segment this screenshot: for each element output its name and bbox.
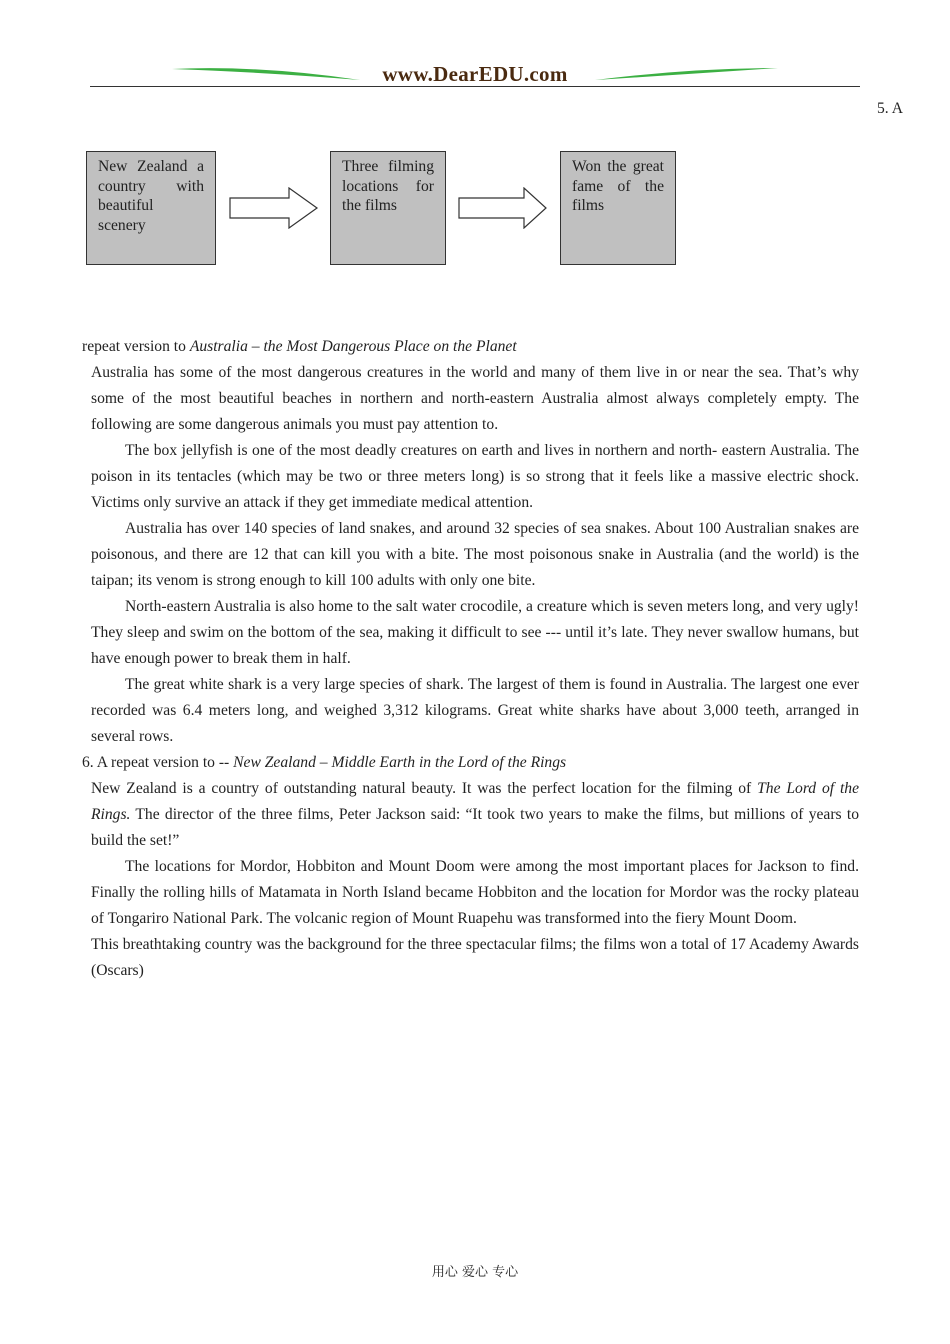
paragraph: Australia has over 140 species of land snakes, and around 32 species of sea snakes. About 100 Australian snakes are poisonous, and there are 12 that can kill you with a bite. The most poisonous snake in Australia (and the world) is the taipan; its venom is strong enough to kill 100 adults with only one bite. — [91, 520, 859, 589]
flow-box-2: Three filming locations for the films — [330, 151, 446, 265]
heading-title: New Zealand – Middle Earth in the Lord of the Rings — [233, 754, 567, 771]
section6-heading — [82, 750, 859, 776]
paragraph: The box jellyfish is one of the most deadly creatures on earth and lives in northern and north- eastern Australia. The poison in its tentacles (which may be two or three meters long) is so strong that it feels like a massive electric shock. Victims only survive an attack if they get immediate medical attention. — [91, 442, 859, 511]
header-rule — [90, 86, 860, 87]
flow-box-1: New Zealand a country with beautiful scenery — [86, 151, 216, 265]
heading-prefix: 6. A repeat version to -- — [82, 754, 234, 771]
right-arrow-icon — [229, 187, 319, 229]
paragraph: The locations for Mordor, Hobbiton and Mount Doom were among the most important places for Jackson to find. Finally the rolling hills of Matamata in North Island became Hobbiton and the location for Mordor was the rocky plateau of Tongariro National Park. The volcanic region of Mount Ruapehu was transformed into the fiery Mount Doom. — [91, 858, 859, 927]
flow-box-3: Won the great fame of the films — [560, 151, 676, 265]
paragraph: The great white shark is a very large species of shark. The largest of them is found in Australia. The largest one ever recorded was 6.4 meters long, and weighed 3,312 kilograms. Great white sharks have about 3,000 teeth, arranged in several rows. — [91, 676, 859, 745]
film-title: The Lord of the Rings. — [91, 780, 860, 823]
paragraph: This breathtaking country was the background for the three spectacular films; the films won a total of 17 Academy Awards (Oscars) — [91, 936, 859, 979]
site-logo: www.DearEDU.com — [382, 62, 568, 86]
paragraph — [82, 776, 859, 854]
question-number: 5. A — [877, 100, 903, 117]
heading-prefix: repeat version to — [82, 338, 190, 355]
document-body — [82, 334, 859, 984]
page-footer: 用心 爱心 专心 — [431, 1265, 519, 1280]
section5-heading — [82, 334, 859, 360]
paragraph: Australia has some of the most dangerous creatures in the world and many of them live in or near the sea. That’s why some of the most beautiful beaches in northern and north-eastern Australia almost always completely empty. The following are some dangerous animals you must pay attention to. — [91, 364, 859, 433]
page-header — [90, 62, 860, 88]
paragraph: North-eastern Australia is also home to the salt water crocodile, a creature which is seven meters long, and very ugly! They sleep and swim on the bottom of the sea, making it difficult to see --- until it’s late. They never swallow humans, but have enough power to break them in half. — [91, 598, 859, 667]
text: New Zealand is a country of outstanding natural beauty. It was the perfect location for the filming of — [91, 780, 758, 797]
heading-title: Australia – the Most Dangerous Place on the Planet — [189, 338, 517, 355]
right-arrow-icon — [458, 187, 548, 229]
text: The director of the three films, Peter Jackson said: “It took two years to make the films, but millions of years to build the set!” — [91, 806, 859, 849]
